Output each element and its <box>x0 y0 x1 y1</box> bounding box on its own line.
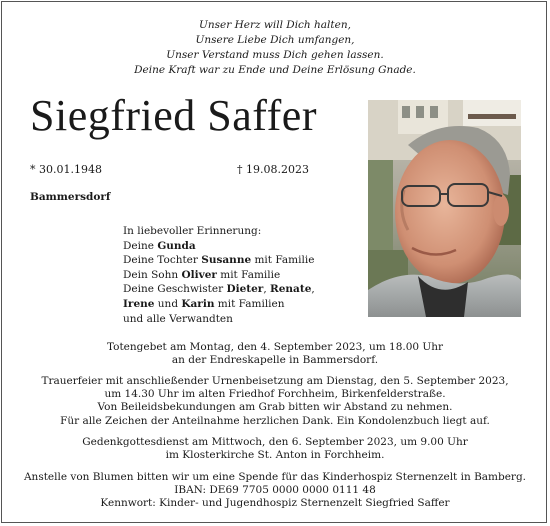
poem-line: Unsere Liebe Dich umfangen, <box>195 34 355 46</box>
death-date: † 19.08.2023 <box>237 163 309 176</box>
mourner-name: Renate <box>270 283 312 296</box>
notice-line: Von Beileidsbekundungen am Grab bitten wir Abstand zu nehmen. <box>97 401 453 414</box>
poem <box>0 18 550 78</box>
text: mit Familien <box>214 297 285 310</box>
notice-line: um 14.30 Uhr im alten Friedhof Forchheim, Birkenfelderstraße. <box>104 388 446 401</box>
text: Deine Tochter <box>123 254 202 267</box>
text: und <box>154 297 182 310</box>
notice-line: Trauerfeier mit anschließender Urnenbeisetzung am Dienstag, den 5. September 2023, <box>41 375 509 387</box>
mourner-line <box>123 239 315 254</box>
notice-line: an der Endreskapelle in Bammersdorf. <box>171 354 379 367</box>
notice-line: Anstelle von Blumen bitten wir um eine Spende für das Kinderhospiz Sternenzelt in Bamberg. <box>23 471 527 483</box>
poem-line: Deine Kraft war zu Ende und Deine Erlösung Gnade. <box>134 64 416 76</box>
mourner-name: Gunda <box>157 239 196 252</box>
mourner-name: Oliver <box>181 268 217 281</box>
iban-line: IBAN: DE69 7705 0000 0000 0111 48 <box>174 484 376 497</box>
text: , <box>263 283 270 296</box>
text: Dein Sohn <box>123 268 182 281</box>
mourner-name: Susanne <box>201 254 252 267</box>
mourner-name: Irene <box>123 297 155 310</box>
mourner-line <box>123 268 315 283</box>
mourner-line <box>123 282 315 297</box>
trauerfeier-notice <box>0 375 550 428</box>
mourners-intro: In liebevoller Erinnerung: <box>123 225 262 237</box>
poem-line: Unser Herz will Dich halten, <box>199 19 351 31</box>
notice-line: Kennwort: Kinder- und Jugendhospiz Sternenzelt Siegfried Saffer <box>100 497 450 510</box>
portrait-photo <box>368 100 521 317</box>
poem-line: Unser Verstand muss Dich gehen lassen. <box>166 49 384 61</box>
deceased-name: Siegfried Saffer <box>30 91 317 140</box>
mourners-list <box>123 224 315 326</box>
home-place: Bammersdorf <box>30 191 111 203</box>
text: Deine <box>123 239 158 252</box>
mourner-name: Dieter <box>226 283 264 296</box>
text: Deine Geschwister <box>123 283 227 296</box>
mourner-name: Karin <box>181 297 215 310</box>
gottesdienst-notice <box>0 436 550 462</box>
text: , <box>311 283 315 296</box>
mourner-line: und alle Verwandten <box>123 312 233 325</box>
notice-line: Für alle Zeichen der Anteilnahme herzlichen Dank. Ein Kondolenzbuch liegt auf. <box>60 414 490 427</box>
text: mit Familie <box>216 268 281 281</box>
notice-line: im Klosterkirche St. Anton in Forchheim. <box>165 449 385 462</box>
totengebet-notice <box>0 341 550 367</box>
text: mit Familie <box>251 254 315 267</box>
donation-notice <box>0 471 550 511</box>
mourner-line <box>123 297 315 312</box>
notice-line: Totengebet am Montag, den 4. September 2023, um 18.00 Uhr <box>106 341 444 353</box>
birth-date: * 30.01.1948 <box>30 163 102 176</box>
mourner-line <box>123 253 315 268</box>
notice-line: Gedenkgottesdienst am Mittwoch, den 6. September 2023, um 9.00 Uhr <box>82 436 468 448</box>
